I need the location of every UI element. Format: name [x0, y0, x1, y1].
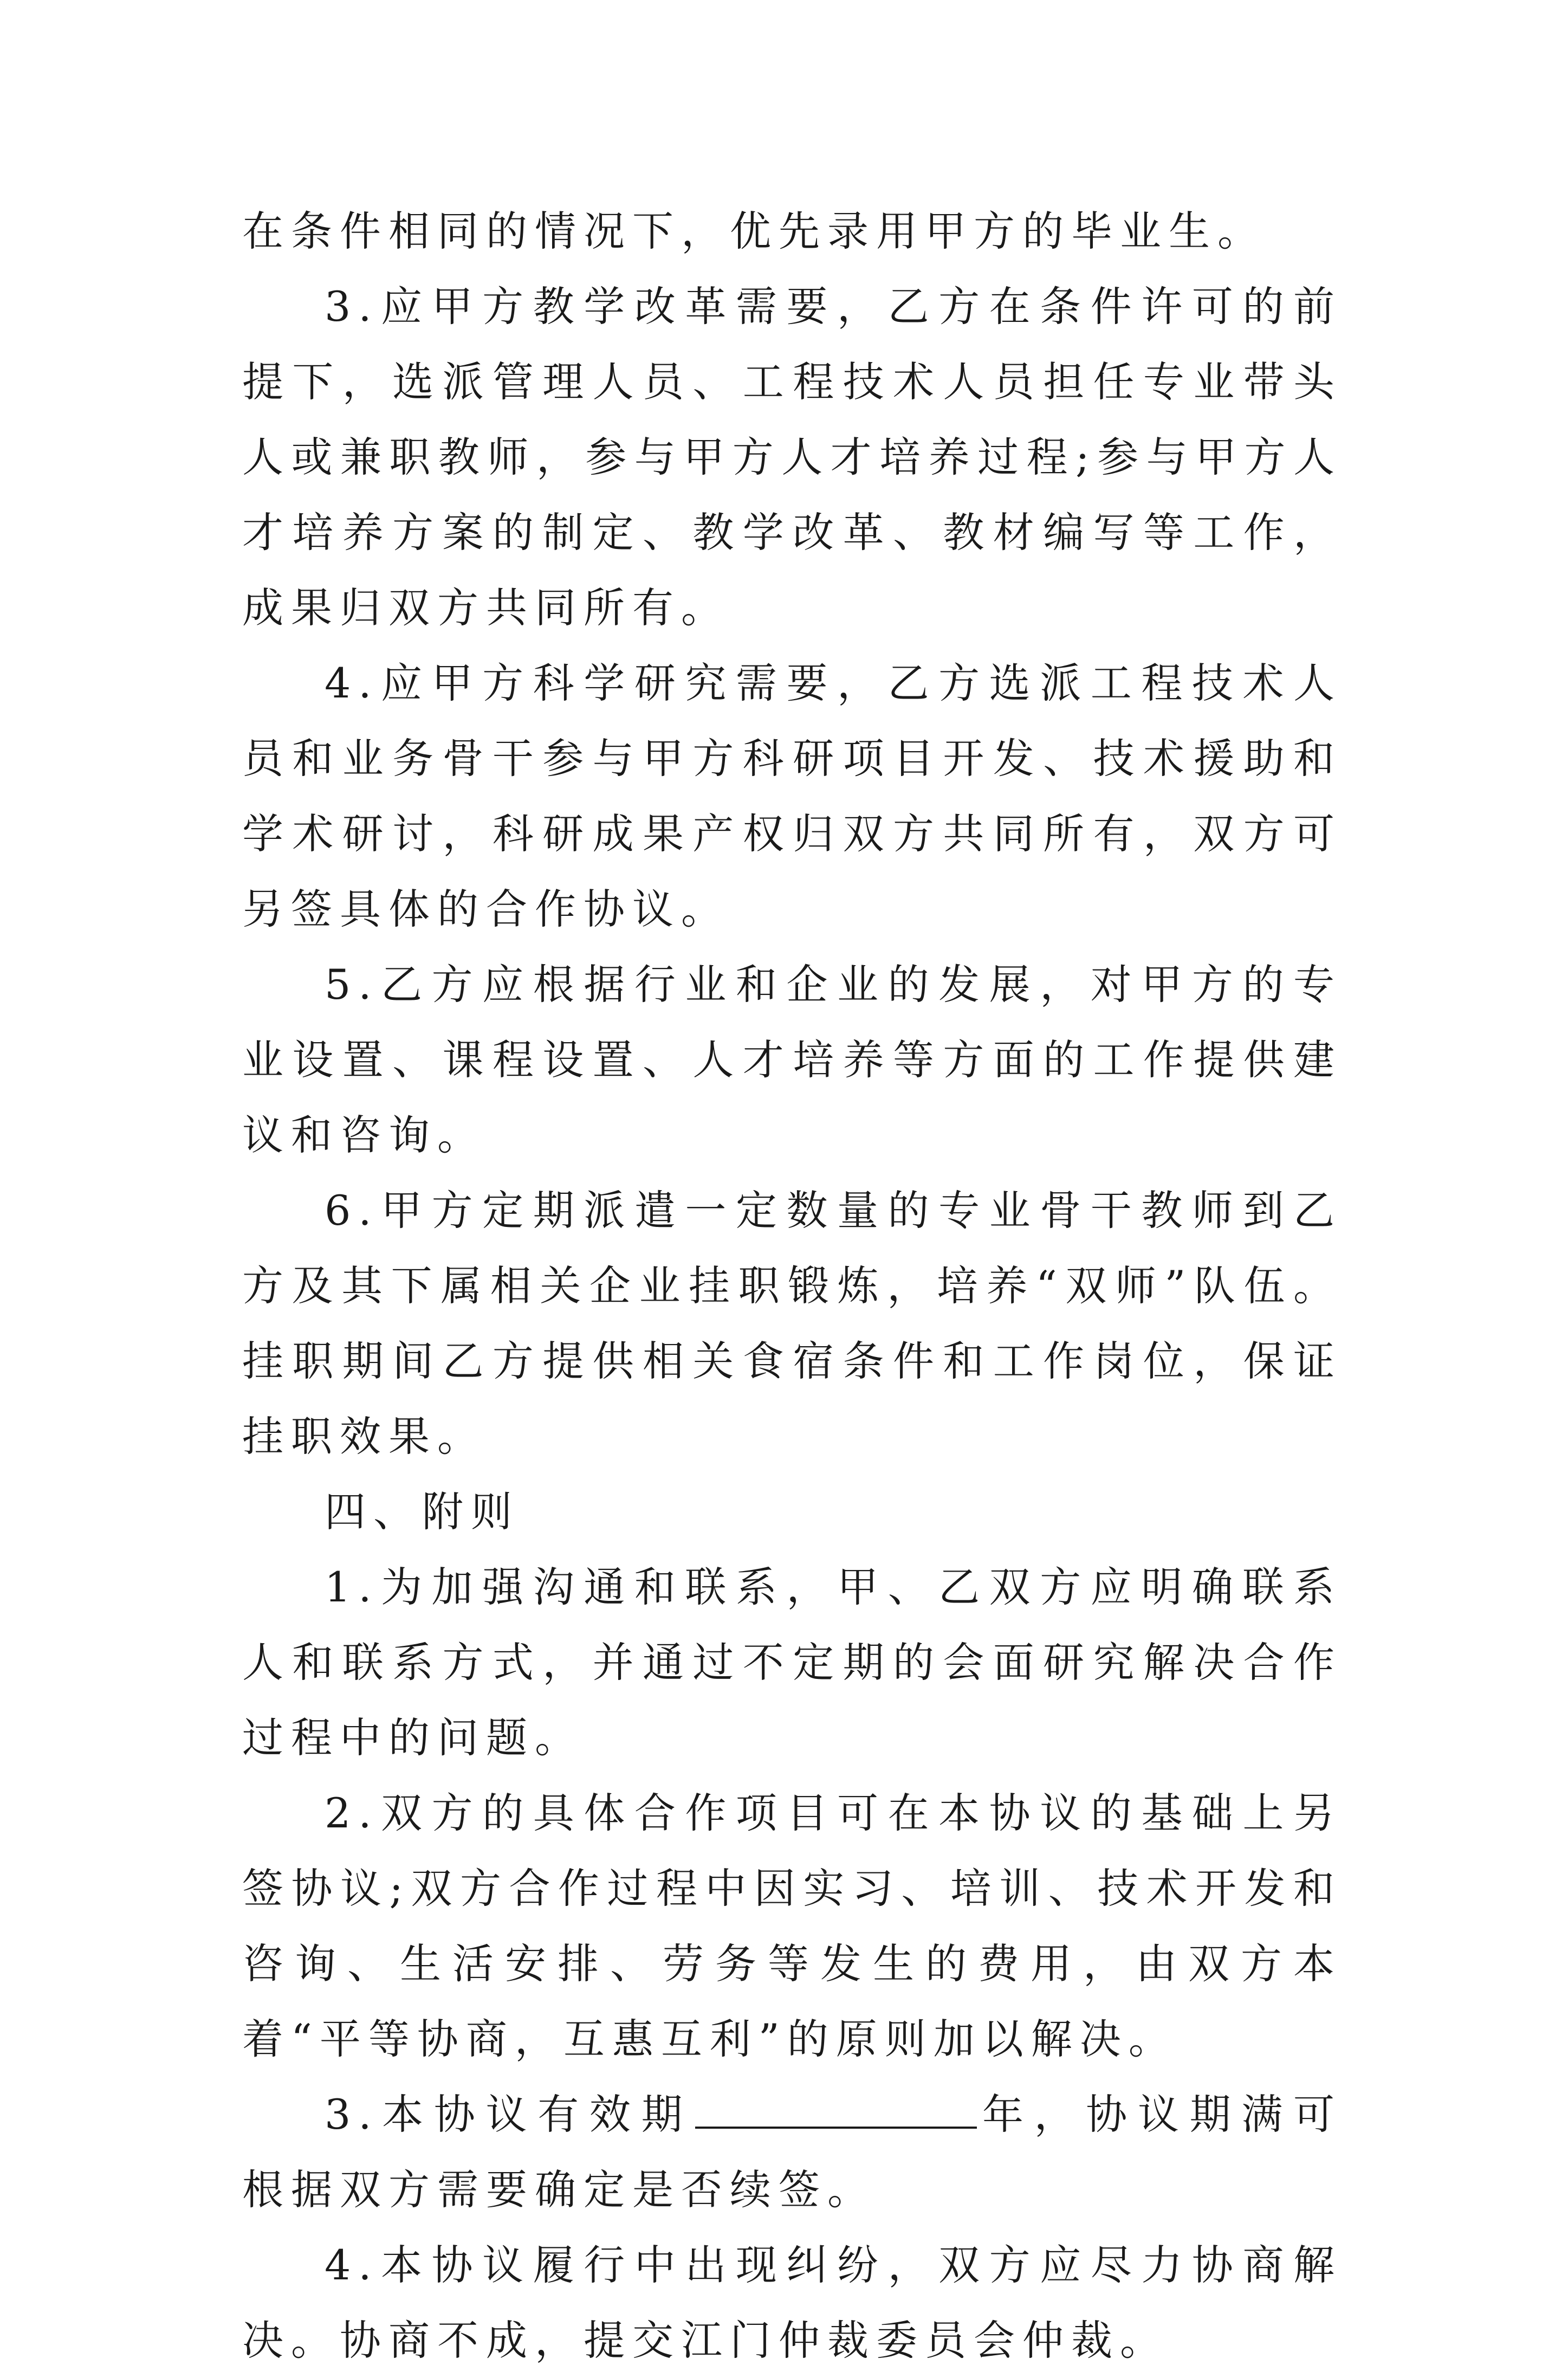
paragraph-dispute: 4.本协议履行中出现纠纷，双方应尽力协商解决。协商不成，提交江门仲裁委员会仲裁。: [242, 2241, 1342, 2364]
document-body: [242, 193, 1342, 2378]
paragraph-industry-advice: 5.乙方应根据行业和企业的发展，对甲方的专业设置、课程设置、人才培养等方面的工作提供建议和咨询。: [242, 960, 1342, 1159]
paragraph-validity: [242, 2077, 1342, 2227]
paragraph-teaching-reform: 3.应甲方教学改革需要，乙方在条件许可的前提下，选派管理人员、工程技术人员担任专业带头人或兼职教师，参与甲方人才培养过程;参与甲方人才培养方案的制定、教学改革、教材编写等工作，成果归双方共同所有。: [242, 282, 1342, 632]
validity-years-blank: [695, 2089, 977, 2129]
paragraph-costs: 2.双方的具体合作项目可在本协议的基础上另签协议;双方合作过程中因实习、培训、技术开发和咨询、生活安排、劳务等发生的费用，由双方本着“平等协商，互惠互利”的原则加以解决。: [242, 1789, 1342, 2063]
validity-text-before: 3.本协议有效期: [325, 2090, 694, 2138]
paragraph-graduates: 在条件相同的情况下，优先录用甲方的毕业生。: [242, 207, 1266, 255]
paragraph-communication: 1.为加强沟通和联系，甲、乙双方应明确联系人和联系方式，并通过不定期的会面研究解决合作过程中的问题。: [242, 1563, 1342, 1762]
paragraph-research: 4.应甲方科学研究需要，乙方选派工程技术人员和业务骨干参与甲方科研项目开发、技术援助和学术研讨，科研成果产权归双方共同所有，双方可另签具体的合作协议。: [242, 659, 1342, 933]
paragraph-teacher-training: 6.甲方定期派遣一定数量的专业骨干教师到乙方及其下属相关企业挂职锻炼，培养“双师”队伍。挂职期间乙方提供相关食宿条件和工作岗位，保证挂职效果。: [242, 1186, 1342, 1461]
section-heading-supplementary: 四、附则: [325, 1488, 520, 1536]
validity-text-after: 年，协议期满可根据双方需要确定是否续签。: [242, 2090, 1343, 2214]
